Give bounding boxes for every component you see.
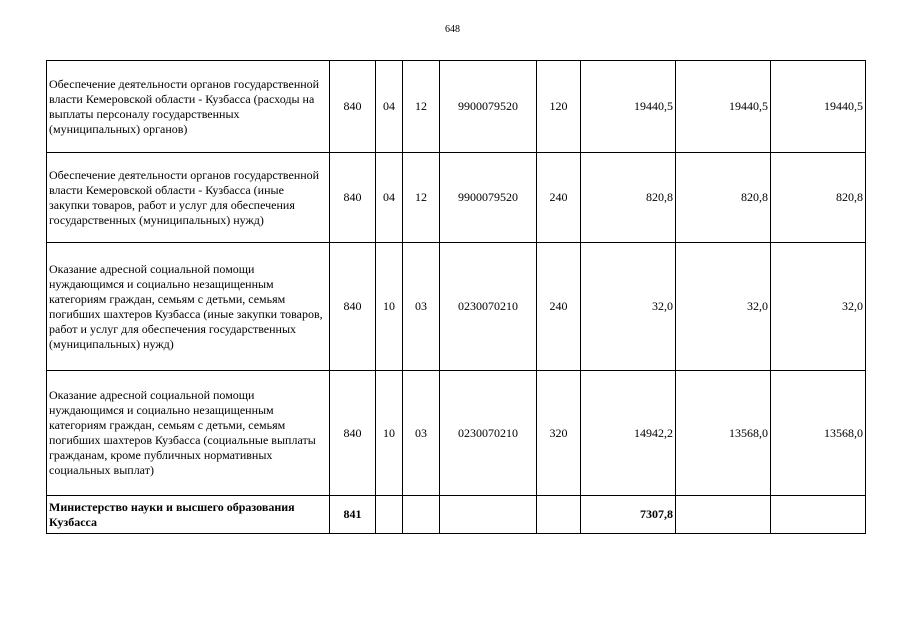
amount-year-1: 7307,8 <box>581 496 676 534</box>
table-row <box>47 153 866 243</box>
expense-type-code <box>537 496 581 534</box>
section-code <box>376 496 403 534</box>
row-description: Обеспечение деятельности органов государственной власти Кемеровской области - Кузбасса (расходы на выплаты персоналу государственных (муниципальных) органов) <box>47 61 330 153</box>
section-code: 04 <box>376 61 403 153</box>
subsection-code: 12 <box>403 61 440 153</box>
amount-year-2: 19440,5 <box>676 61 771 153</box>
amount-year-1: 14942,2 <box>581 371 676 496</box>
amount-year-3: 32,0 <box>771 243 866 371</box>
amount-year-1: 820,8 <box>581 153 676 243</box>
section-code: 10 <box>376 371 403 496</box>
expense-type-code: 320 <box>537 371 581 496</box>
section-code: 04 <box>376 153 403 243</box>
ministry-code: 841 <box>330 496 376 534</box>
ministry-code: 840 <box>330 61 376 153</box>
amount-year-3: 820,8 <box>771 153 866 243</box>
row-description: Оказание адресной социальной помощи нуждающимся и социально незащищенным категориям граждан, семьям с детьми, семьям погибших шахтеров Кузбасса (иные закупки товаров, работ и услуг для обеспечения государственных (муниципальных) нужд) <box>47 243 330 371</box>
table-row <box>47 371 866 496</box>
expense-type-code: 120 <box>537 61 581 153</box>
ministry-code: 840 <box>330 243 376 371</box>
amount-year-2: 32,0 <box>676 243 771 371</box>
expense-type-code: 240 <box>537 153 581 243</box>
table-row-ministry-total <box>47 496 866 534</box>
row-description: Оказание адресной социальной помощи нуждающимся и социально незащищенным категориям граждан, семьям с детьми, семьям погибших шахтеров Кузбасса (социальные выплаты гражданам, кроме публичных нормативных социальных выплат) <box>47 371 330 496</box>
amount-year-3: 13568,0 <box>771 371 866 496</box>
amount-year-2 <box>676 496 771 534</box>
row-description: Обеспечение деятельности органов государственной власти Кемеровской области - Кузбасса (иные закупки товаров, работ и услуг для обеспечения государственных (муниципальных) нужд) <box>47 153 330 243</box>
ministry-code: 840 <box>330 371 376 496</box>
amount-year-1: 32,0 <box>581 243 676 371</box>
table-row <box>47 243 866 371</box>
page-number: 648 <box>445 24 460 35</box>
row-description: Министерство науки и высшего образования Кузбасса <box>47 496 330 534</box>
budget-table <box>46 60 866 534</box>
target-article-code <box>440 496 537 534</box>
subsection-code: 12 <box>403 153 440 243</box>
target-article-code: 9900079520 <box>440 61 537 153</box>
amount-year-3: 19440,5 <box>771 61 866 153</box>
table-row <box>47 61 866 153</box>
ministry-code: 840 <box>330 153 376 243</box>
subsection-code: 03 <box>403 371 440 496</box>
section-code: 10 <box>376 243 403 371</box>
amount-year-2: 13568,0 <box>676 371 771 496</box>
amount-year-2: 820,8 <box>676 153 771 243</box>
amount-year-3 <box>771 496 866 534</box>
subsection-code: 03 <box>403 243 440 371</box>
target-article-code: 0230070210 <box>440 371 537 496</box>
subsection-code <box>403 496 440 534</box>
amount-year-1: 19440,5 <box>581 61 676 153</box>
expense-type-code: 240 <box>537 243 581 371</box>
target-article-code: 0230070210 <box>440 243 537 371</box>
target-article-code: 9900079520 <box>440 153 537 243</box>
